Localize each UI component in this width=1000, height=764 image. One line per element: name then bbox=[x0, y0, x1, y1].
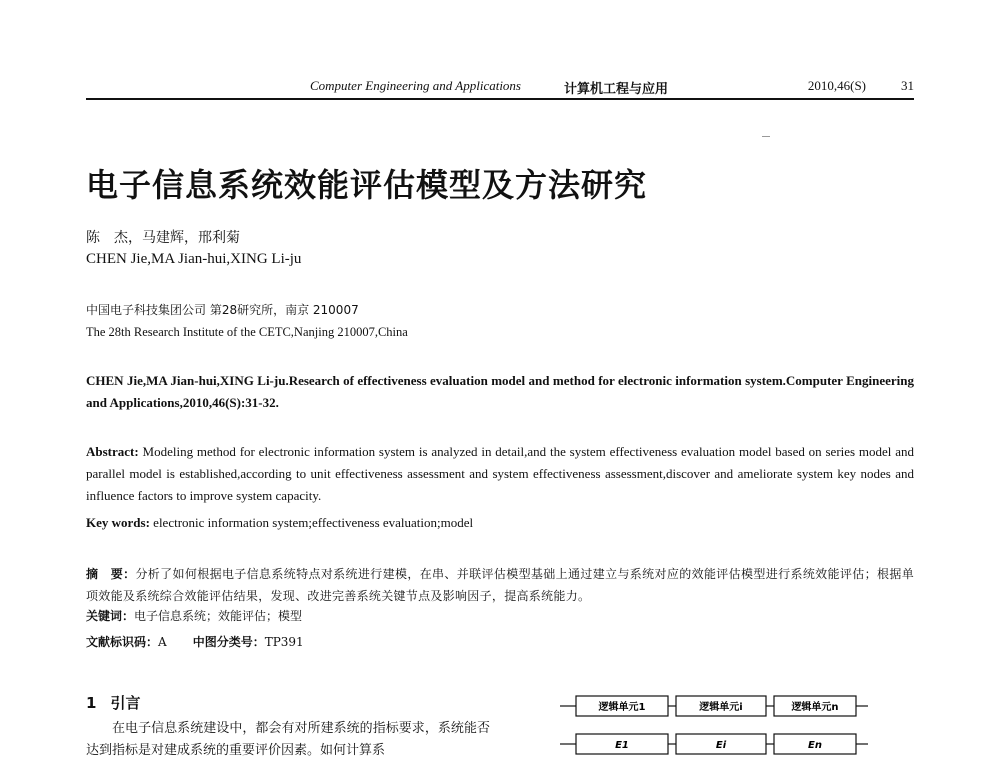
section-title: 引言 bbox=[110, 694, 141, 712]
keywords-cn-text: 电子信息系统；效能评估；模型 bbox=[134, 609, 303, 623]
section-number: 1 bbox=[86, 694, 97, 712]
scan-mark bbox=[762, 136, 770, 137]
citation: CHEN Jie,MA Jian-hui,XING Li-ju.Research of effectiveness evaluation model and method for electronic information system.Computer Engineering and Applications,2010,46(S):31-32. bbox=[86, 373, 914, 410]
issue-number: 2010,46(S) bbox=[807, 78, 866, 93]
keywords-en bbox=[86, 515, 914, 531]
logic-unit-label: 逻辑单元n bbox=[791, 702, 839, 713]
affiliation-cn: 中国电子科技集团公司 第28研究所，南京 210007 bbox=[86, 303, 359, 317]
section-heading bbox=[86, 692, 140, 713]
abstract-en bbox=[86, 441, 914, 507]
clc-label: 中图分类号： bbox=[192, 635, 265, 649]
abstract-cn-label: 摘 要： bbox=[86, 567, 136, 581]
logic-unit-label: 逻辑单元i bbox=[699, 702, 743, 713]
running-header bbox=[86, 78, 914, 100]
section-paragraph: 在电子信息系统建设中，都会有对所建系统的指标要求，系统能否达到指标是对建成系统的重要评价因素。如何计算系 bbox=[86, 721, 490, 758]
doc-code-label: 文献标识码： bbox=[86, 635, 159, 649]
page-number: 31 bbox=[901, 78, 914, 93]
effectiveness-label: En bbox=[808, 740, 822, 751]
logic-unit-label: 逻辑单元1 bbox=[598, 702, 646, 713]
abstract-cn-text: 分析了如何根据电子信息系统特点对系统进行建模，在串、并联评估模型基础上通过建立与系统对应的效能评估模型进行系统效能评估；根据单项效能及系统综合效能评估结果，发现、改进完善系统关键节点及影响因子，提高系统能力。 bbox=[86, 567, 914, 603]
keywords-label: Key words: bbox=[86, 515, 150, 530]
series-model-diagram bbox=[560, 688, 870, 764]
clc-value: TP391 bbox=[264, 635, 304, 649]
abstract-label: Abstract: bbox=[86, 444, 139, 459]
abstract-cn bbox=[86, 563, 914, 607]
paper-title: 电子信息系统效能评估模型及方法研究 bbox=[86, 166, 648, 204]
affiliation-en: The 28th Research Institute of the CETC,Nanjing 210007,China bbox=[86, 325, 408, 339]
abstract-text: Modeling method for electronic information system is analyzed in detail,and the system effectiveness evaluation model based on series model and parallel model is established,according to unit effectiveness assessment and system effectiveness assessment,discover and ameliorate system key nodes and influence factors to improve system capacity. bbox=[86, 444, 914, 503]
keywords-text: electronic information system;effectiveness evaluation;model bbox=[153, 515, 474, 530]
keywords-cn bbox=[86, 607, 302, 624]
journal-name: Computer Engineering and Applications bbox=[310, 78, 521, 93]
doc-code-value: A bbox=[158, 635, 167, 649]
classification-codes bbox=[86, 633, 304, 650]
journal-name-cn: 计算机工程与应用 bbox=[564, 82, 669, 97]
keywords-cn-label: 关键词： bbox=[86, 609, 135, 623]
series-diagram-svg bbox=[560, 688, 870, 760]
authors-en: CHEN Jie,MA Jian-hui,XING Li-ju bbox=[86, 251, 302, 267]
effectiveness-label: E1 bbox=[615, 740, 629, 751]
effectiveness-label: Ei bbox=[715, 740, 727, 751]
authors-cn: 陈 杰，马建辉，邢利菊 bbox=[86, 230, 240, 246]
